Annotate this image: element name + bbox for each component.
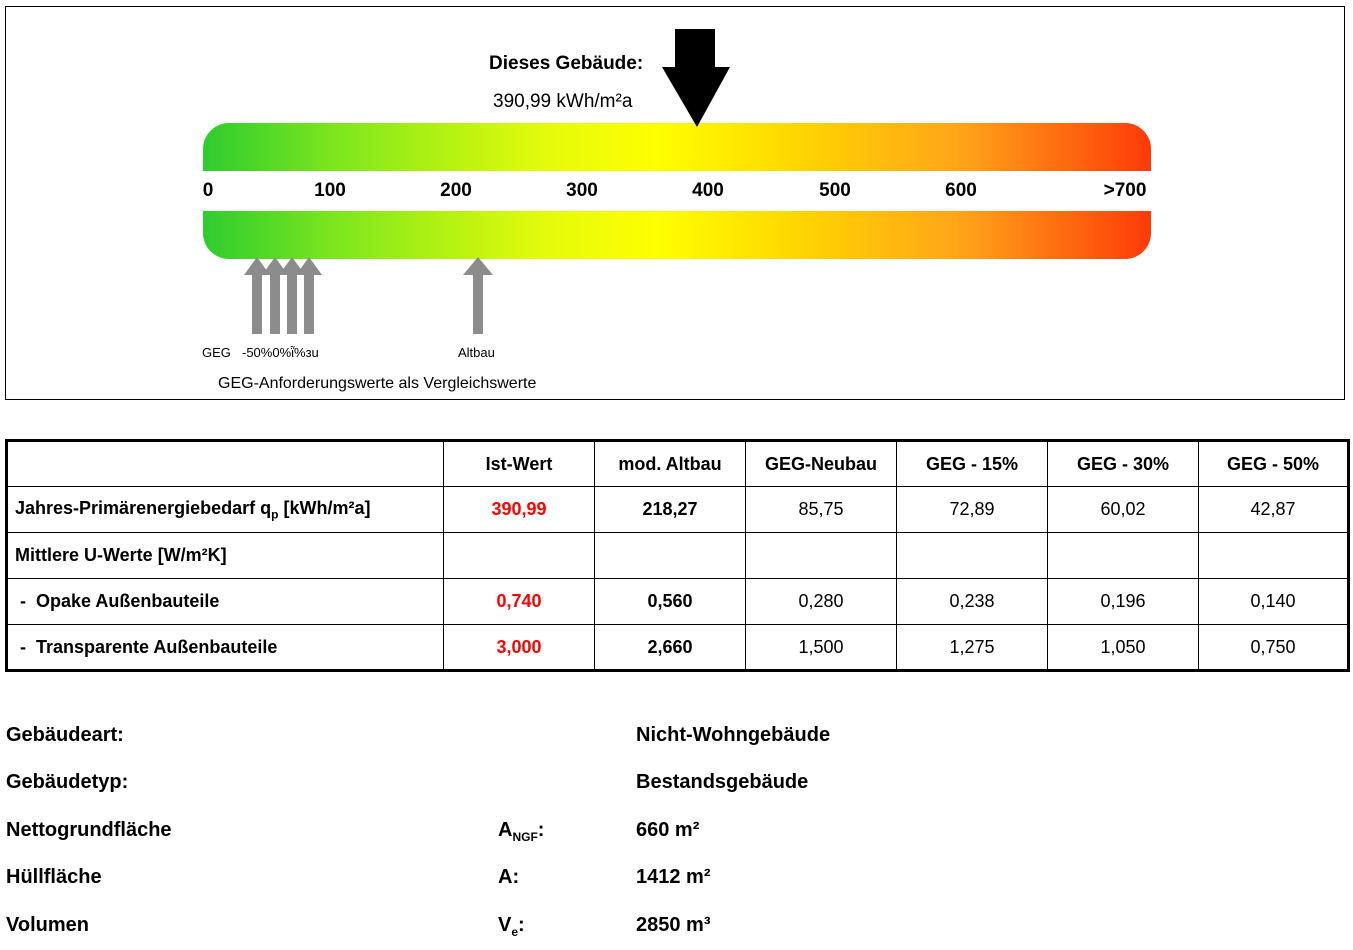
arrow-label-percents: -50%0%ῗ%ᴈu [242, 345, 319, 360]
row-label-opake: - Opake Außenbauteile [7, 579, 444, 625]
huellflaeche-symbol: A: [498, 866, 520, 888]
cell-geg-50 [1199, 533, 1349, 579]
cell-geg-50: 42,87 [1199, 487, 1349, 533]
header-geg-neubau: GEG-Neubau [746, 441, 897, 487]
cell-ist-wert [444, 533, 595, 579]
cell-mod-altbau: 218,27 [595, 487, 746, 533]
cell-geg-15: 0,238 [897, 579, 1048, 625]
volumen-label: Volumen [6, 914, 89, 936]
cell-geg-neubau: 0,280 [746, 579, 897, 625]
tick-200: 200 [440, 180, 472, 201]
gebaeudetyp-label: Gebäudetyp: [6, 771, 129, 793]
building-title: Dieses Gebäude: [489, 53, 644, 74]
table-header-row [7, 441, 1349, 487]
cell-ist-wert: 390,99 [444, 487, 595, 533]
table-row [7, 533, 1349, 579]
row-label-transparente: - Transparente Außenbauteile [7, 625, 444, 671]
cell-geg-30: 60,02 [1048, 487, 1199, 533]
cell-geg-50: 0,750 [1199, 625, 1349, 671]
cell-geg-15: 1,275 [897, 625, 1048, 671]
cell-ist-wert: 0,740 [444, 579, 595, 625]
tick-700-plus: >700 [1103, 180, 1147, 201]
tick-500: 500 [819, 180, 851, 201]
header-geg-15: GEG - 15% [897, 441, 1048, 487]
cell-geg-neubau [746, 533, 897, 579]
ngf-symbol: $A_{NGF}$: [498, 819, 545, 844]
volumen-symbol: $V_e$: [498, 914, 525, 939]
cell-geg-15: 72,89 [897, 487, 1048, 533]
row-label-u-werte: Mittlere U-Werte [W/m²K] [7, 533, 444, 579]
cell-geg-15 [897, 533, 1048, 579]
header-empty [7, 441, 444, 487]
header-geg-30: GEG - 30% [1048, 441, 1199, 487]
energy-scale-panel [5, 6, 1345, 400]
cell-mod-altbau: 2,660 [595, 625, 746, 671]
gebaeudeart-label: Gebäudeart: [6, 724, 124, 746]
cell-geg-neubau: 85,75 [746, 487, 897, 533]
gebaeudetyp-value: Bestandsgebäude [636, 771, 809, 793]
arrow-label-altbau: Altbau [458, 345, 495, 360]
tick-600: 600 [945, 180, 977, 201]
ngf-label: Nettogrundfläche [6, 819, 172, 841]
cell-geg-30: 1,050 [1048, 625, 1199, 671]
ngf-value: 660 m² [636, 819, 700, 841]
cell-geg-50: 0,140 [1199, 579, 1349, 625]
gebaeudeart-value: Nicht-Wohngebäude [636, 724, 831, 746]
tick-0: 0 [202, 180, 214, 201]
cell-ist-wert: 3,000 [444, 625, 595, 671]
comparison-arrows [244, 257, 493, 334]
header-mod-altbau: mod. Altbau [595, 441, 746, 487]
tick-100: 100 [314, 180, 346, 201]
scale-arrows [6, 7, 1344, 399]
table-row [7, 625, 1349, 671]
cell-mod-altbau: 0,560 [595, 579, 746, 625]
header-ist-wert: Ist-Wert [444, 441, 595, 487]
table-row [7, 579, 1349, 625]
values-table [5, 439, 1350, 672]
scale-caption: GEG-Anforderungswerte als Vergleichswerte [218, 375, 537, 392]
tick-400: 400 [692, 180, 724, 201]
tick-300: 300 [566, 180, 598, 201]
cell-geg-30 [1048, 533, 1199, 579]
huellflaeche-value: 1412 m² [636, 866, 711, 888]
arrow-altbau [463, 257, 493, 334]
huellflaeche-label: Hüllfläche [6, 866, 102, 888]
volumen-value: 2850 m³ [636, 914, 711, 936]
arrow-label-geg: GEG [202, 345, 231, 360]
building-marker-arrow [662, 29, 730, 127]
row-label-primaerenergie: Jahres-Primärenergiebedarf $q_p$ [kWh/m²a] [7, 487, 444, 533]
building-value: 390,99 kWh/m²a [493, 91, 633, 112]
cell-mod-altbau [595, 533, 746, 579]
cell-geg-neubau: 1,500 [746, 625, 897, 671]
table-row [7, 487, 1349, 533]
cell-geg-30: 0,196 [1048, 579, 1199, 625]
arrow-geg-50 [244, 257, 270, 334]
header-geg-50: GEG - 50% [1199, 441, 1349, 487]
